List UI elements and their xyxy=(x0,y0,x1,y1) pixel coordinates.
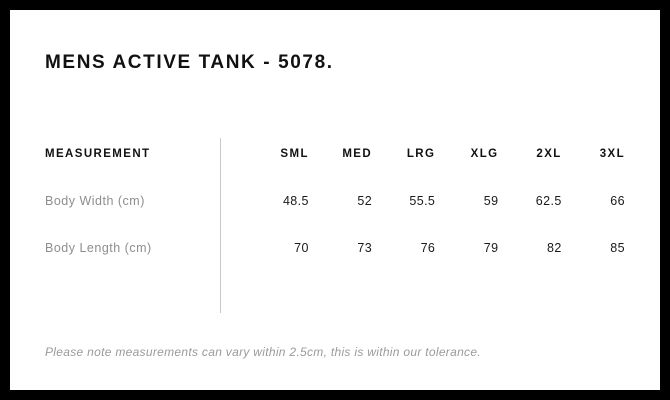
cell-body-length-2xl: 82 xyxy=(546,240,562,255)
column-header-size-2xl: 2XL xyxy=(536,147,562,160)
table-row xyxy=(45,177,625,224)
column-header-size-3xl: 3XL xyxy=(599,147,625,160)
table-row xyxy=(45,224,625,271)
column-header-measurement: MEASUREMENT xyxy=(45,147,151,160)
table-header-row xyxy=(45,130,625,177)
cell-body-width-3xl: 66 xyxy=(610,193,625,208)
cell-body-width-sml: 48.5 xyxy=(282,193,309,208)
cell-body-width-lrg: 55.5 xyxy=(409,193,436,208)
cell-body-width-xlg: 59 xyxy=(483,193,499,208)
cell-body-length-xlg: 79 xyxy=(483,240,499,255)
cell-body-length-3xl: 85 xyxy=(610,240,625,255)
page-title: MENS ACTIVE TANK - 5078. xyxy=(45,52,334,73)
size-table-wrapper xyxy=(45,130,625,271)
cell-body-width-med: 52 xyxy=(357,193,373,208)
size-chart-page xyxy=(10,10,660,390)
tolerance-note: Please note measurements can vary within 2.5cm, this is within our tolerance. xyxy=(45,345,481,359)
size-table xyxy=(45,130,625,271)
cell-body-length-lrg: 76 xyxy=(420,240,436,255)
cell-body-width-2xl: 62.5 xyxy=(535,193,562,208)
row-label-body-width: Body Width (cm) xyxy=(45,193,145,208)
column-header-size-sml: SML xyxy=(280,147,309,160)
column-header-size-xlg: XLG xyxy=(470,147,499,160)
row-label-body-length: Body Length (cm) xyxy=(45,240,152,255)
column-header-size-med: MED xyxy=(342,147,373,160)
cell-body-length-sml: 70 xyxy=(294,240,309,255)
column-header-size-lrg: LRG xyxy=(406,147,436,160)
cell-body-length-med: 73 xyxy=(357,240,373,255)
